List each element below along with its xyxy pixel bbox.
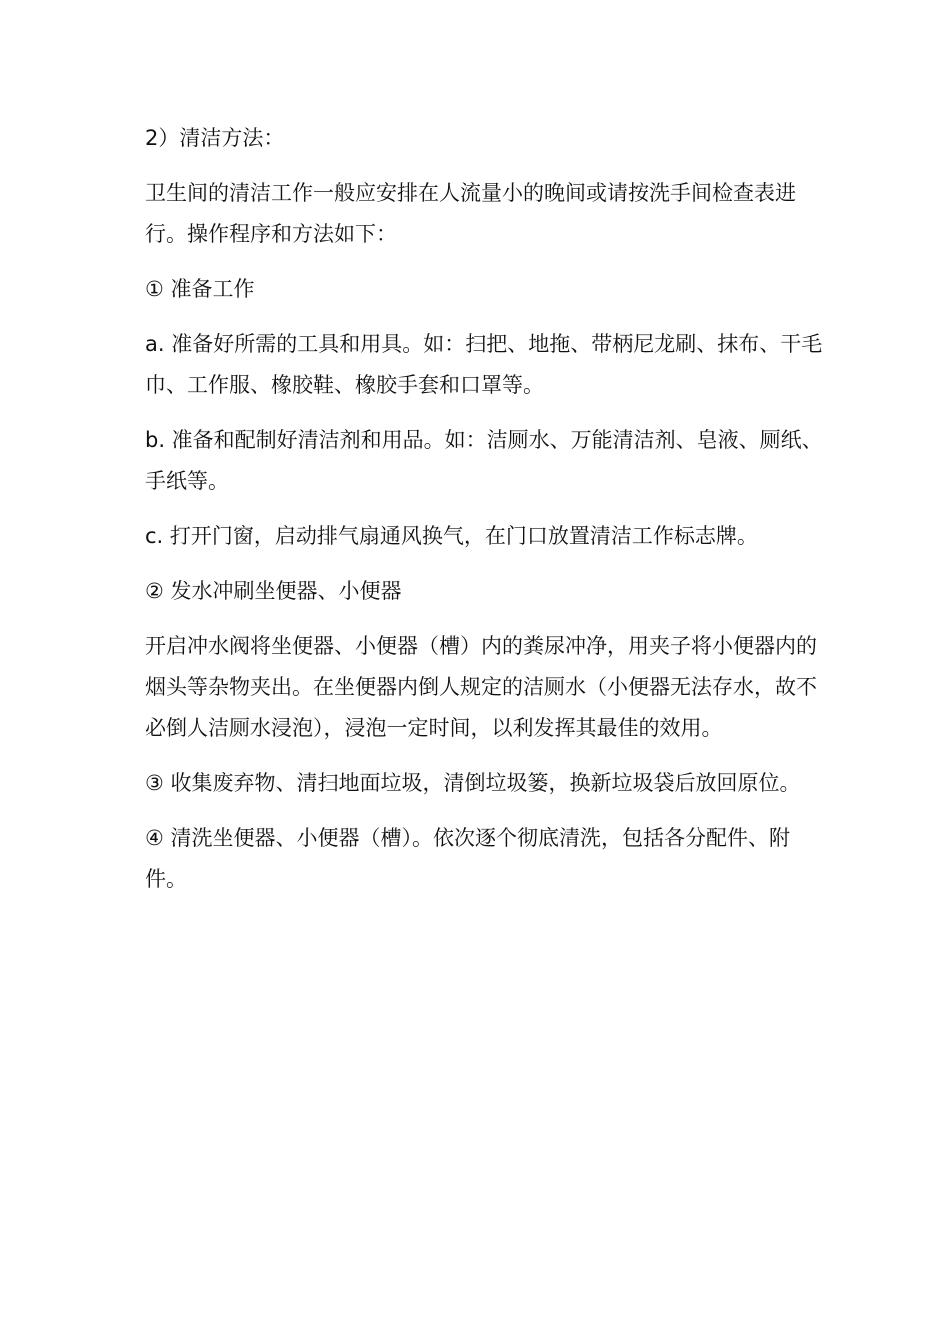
- step-item-a-tools: a. 准备好所需的工具和用具。如：扫把、地拖、带柄尼龙刷、抹布、干毛巾、工作服、橡胶鞋、橡胶手套和口罩等。: [145, 332, 823, 397]
- step-heading-flush: ② 发水冲刷坐便器、小便器: [145, 579, 402, 603]
- section-heading-cleaning-method: 2）清洁方法：: [145, 126, 285, 150]
- step-item-c-ventilation: c. 打开门窗，启动排气扇通风换气，在门口放置清洁工作标志牌。: [145, 524, 758, 548]
- document-body: [145, 118, 825, 914]
- flush-paragraph: 开启冲水阀将坐便器、小便器（槽）内的粪尿冲净，用夹子将小便器内的烟头等杂物夹出。在坐便器内倒人规定的洁厕水（小便器无法存水，故不必倒人洁厕水浸泡），浸泡一定时间，以利发挥其最佳的效用。: [145, 634, 817, 740]
- step-heading-preparation: ① 准备工作: [145, 277, 255, 301]
- step-clean-toilets: ④ 清洗坐便器、小便器（槽）。依次逐个彻底清洗，包括各分配件、附件。: [145, 826, 790, 891]
- step-item-b-cleaners: b. 准备和配制好清洁剂和用品。如：洁厕水、万能清洁剂、皂液、厕纸、手纸等。: [145, 428, 823, 493]
- intro-paragraph: 卫生间的清洁工作一般应安排在人流量小的晚间或请按洗手间检查表进行。操作程序和方法如下：: [145, 181, 796, 246]
- step-collect-waste: ③ 收集废弃物、清扫地面垃圾，清倒垃圾篓，换新垃圾袋后放回原位。: [145, 771, 801, 795]
